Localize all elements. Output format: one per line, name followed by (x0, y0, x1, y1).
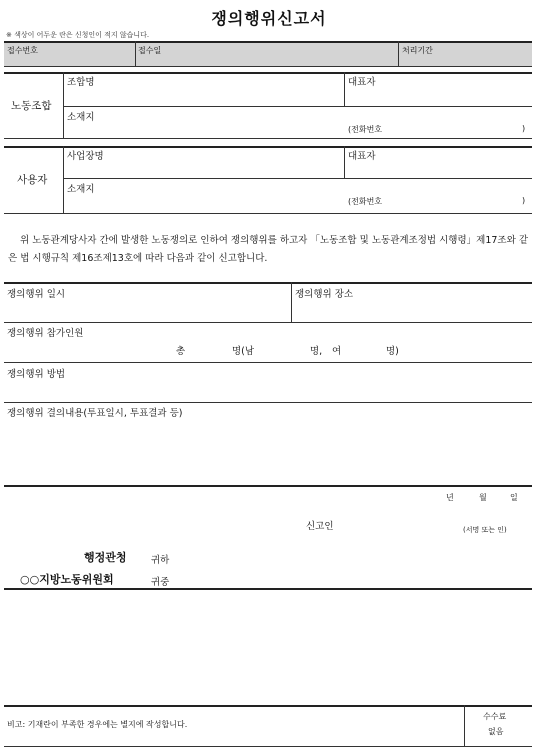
declaration-statement: 위 노동관계당사자 간에 발생한 노동쟁의로 인하여 쟁의행위를 하고자 「노동조합 및 노동관계조정법 시행령」제17조와 같은 법 시행규칙 제16조제13호에 따라 다음과 같이 신고합니다. (8, 235, 528, 264)
employer-phone-close: ) (522, 196, 526, 205)
participants-unit-open: 명(남 (232, 346, 255, 357)
union-section-label: 노동조합 (11, 100, 52, 112)
participants-unit-close: 명) (386, 346, 399, 357)
employer-section-label: 사용자 (17, 174, 48, 186)
union-name-label: 조합명 (67, 77, 95, 88)
employer-address-label: 소재지 (67, 184, 95, 195)
date-year-label: 년 (446, 493, 454, 502)
action-place-label: 쟁의행위 장소 (295, 289, 354, 300)
addressee-admin: 행정관청 (84, 551, 127, 564)
notice-text: ※ 색상이 어두운 란은 신청인이 적지 않습니다. (6, 31, 150, 39)
action-date-label: 쟁의행위 일시 (7, 289, 66, 300)
union-address-label: 소재지 (67, 112, 95, 123)
processing-period-label: 처리기간 (402, 46, 433, 55)
reporter-label: 신고인 (306, 521, 334, 532)
date-month-label: 월 (479, 493, 487, 502)
union-phone-label: (전화번호 (348, 125, 383, 134)
receipt-number-label: 접수번호 (7, 46, 38, 55)
sign-note: (서명 또는 인) (463, 526, 507, 534)
document-title: 쟁의행위신고서 (211, 9, 327, 28)
employer-name-label: 사업장명 (67, 151, 104, 162)
fee-label: 수수료 (483, 712, 507, 721)
participants-female-label: 여 (332, 346, 342, 357)
fee-value: 없음 (488, 727, 504, 736)
resolution-label: 쟁의행위 결의내용(투표일시, 투표결과 등) (7, 408, 183, 419)
receipt-date-label: 접수일 (138, 46, 162, 55)
footer-note: 비고: 기재란이 부족한 경우에는 별지에 작성합니다. (7, 720, 188, 729)
participants-total-label: 총 (176, 346, 186, 357)
employer-phone-label: (전화번호 (348, 197, 383, 206)
date-day-label: 일 (510, 493, 518, 502)
addressee-commission-suffix: 귀중 (151, 577, 170, 588)
action-method-label: 쟁의행위 방법 (7, 369, 66, 380)
union-rep-label: 대표자 (348, 77, 376, 88)
employer-rep-label: 대표자 (348, 151, 376, 162)
receipt-bar (4, 41, 532, 66)
participants-label: 쟁의행위 참가인원 (7, 328, 84, 339)
addressee-commission: ○○지방노동위원회 (20, 573, 114, 586)
participants-unit-male: 명, (310, 346, 323, 357)
union-phone-close: ) (522, 124, 526, 133)
addressee-admin-suffix: 귀하 (151, 555, 170, 566)
